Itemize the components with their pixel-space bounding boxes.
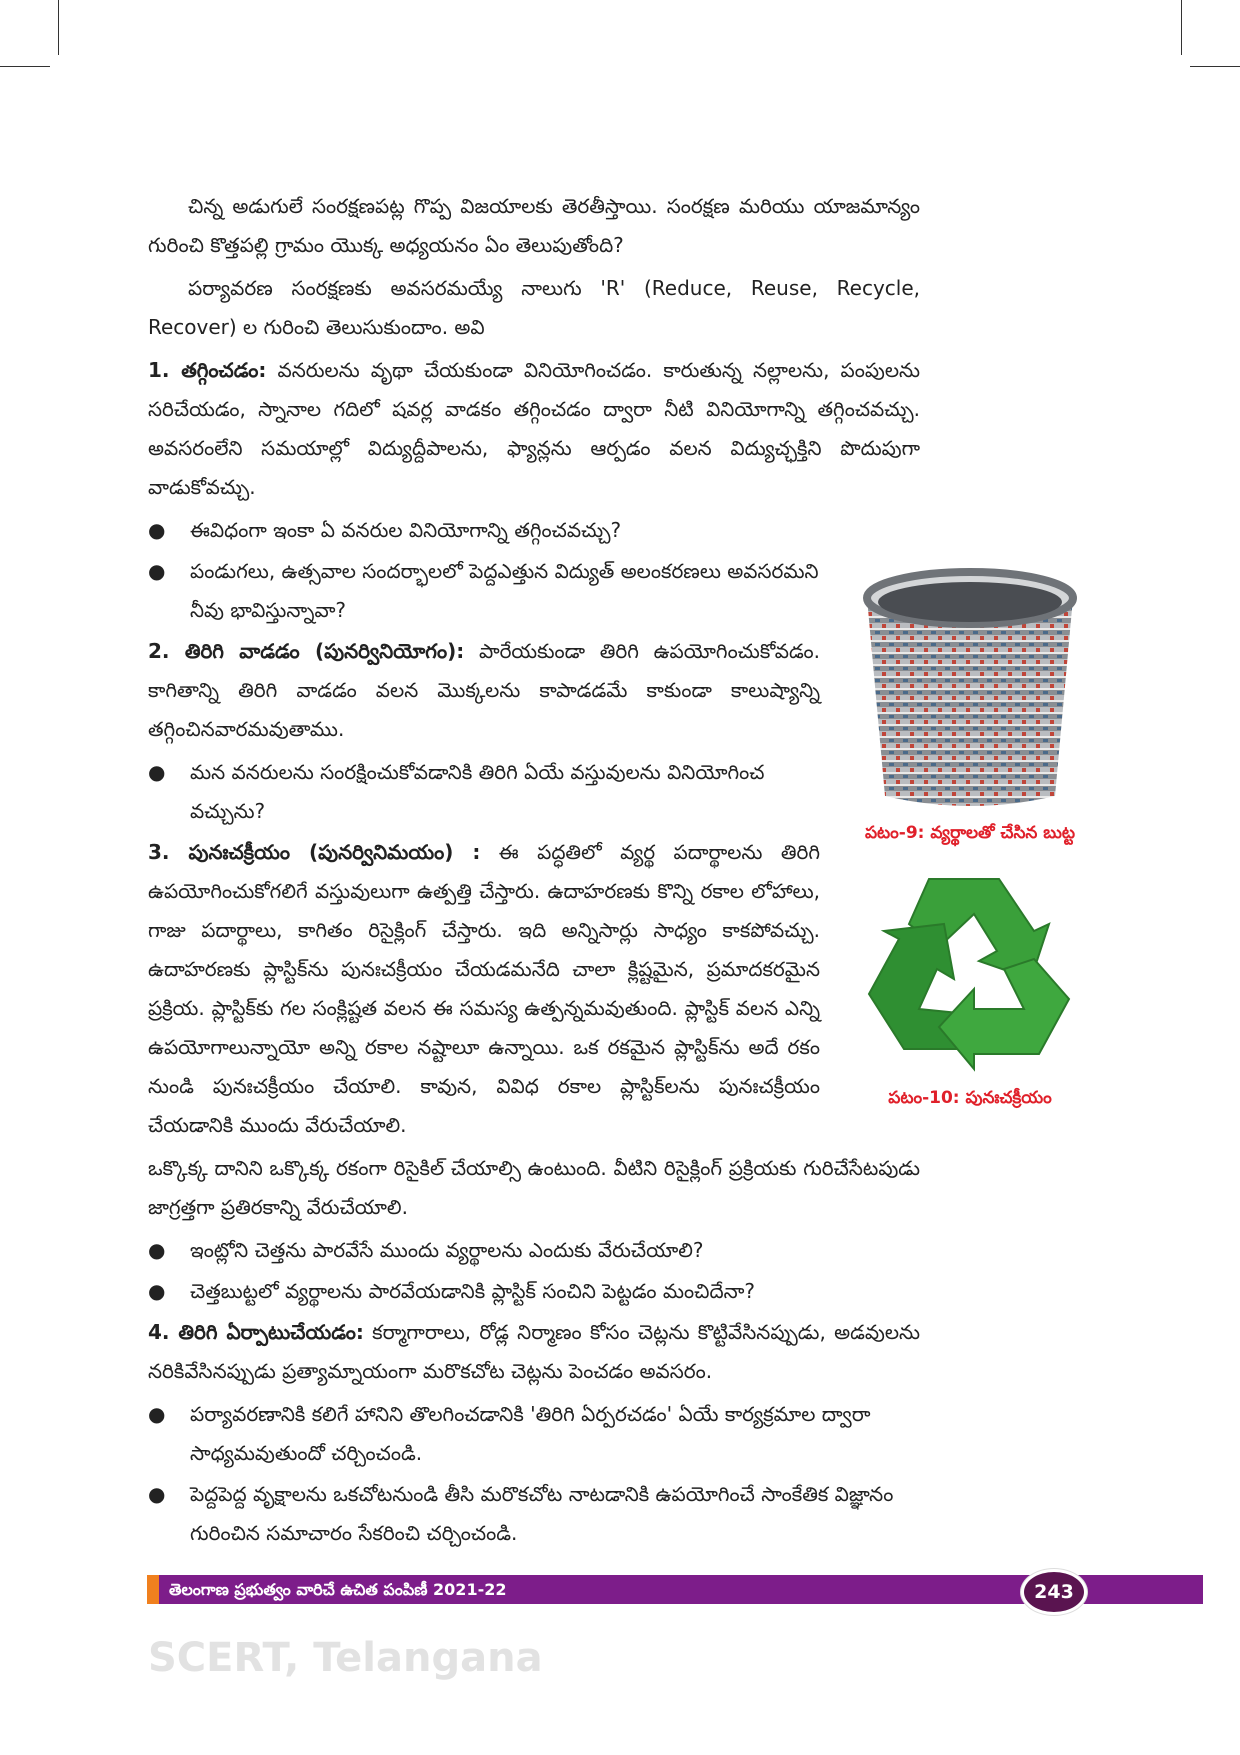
section-recover <box>148 1313 920 1391</box>
crop-mark <box>0 66 50 67</box>
section-recycle-continuation: ఒక్కొక్క దానిని ఒక్కొక్క రకంగా రిసైకిల్ చేయాల్సి ఉంటుంది. వీటిని రిసైక్లింగ్ ప్రక్రియకు గురిచేసేటపుడు జాగ్రత్తగా ప్రతిరకాన్ని వేరుచేయాలి. <box>148 1156 920 1219</box>
bullet-icon: ● <box>148 559 166 583</box>
bullet-icon: ● <box>148 1279 166 1303</box>
list-item: ● మన వనరులను సంరక్షించుకోవడానికి తిరిగి ఏయే వస్తువులను వినియోగించ వచ్చును? <box>148 753 820 831</box>
bullet-icon: ● <box>148 1402 166 1426</box>
intro-paragraph-2: పర్యావరణ సంరక్షణకు అవసరమయ్యే నాలుగు 'R' (Reduce, Reuse, Recycle, Recover) ల గురించి తెలుసుకుందాం. అవి <box>148 276 920 339</box>
section-heading: 4. తిరిగి ఏర్పాటుచేయడం: <box>148 1320 364 1344</box>
bullet-icon: ● <box>148 760 166 784</box>
bullet-icon: ● <box>148 1482 166 1506</box>
crop-mark <box>58 0 59 55</box>
bullet-icon: ● <box>148 1238 166 1262</box>
list-item: ● చెత్తబుట్టలో వ్యర్థాలను పారవేయడానికి ప్లాస్టిక్ సంచిని పెట్టడం మంచిదేనా? <box>148 1272 920 1311</box>
crop-mark <box>1181 0 1182 55</box>
section-heading: 2. తిరిగి వాడడం (పునర్వినియోగం): <box>148 639 465 663</box>
list-item: ● ఈవిధంగా ఇంకా ఏ వనరుల వినియోగాన్ని తగ్గించవచ్చు? <box>148 511 920 550</box>
recycle-icon <box>859 869 1081 1076</box>
watermark-text: SCERT, Telangana <box>148 1635 543 1681</box>
page-number: 243 <box>1021 1569 1087 1615</box>
section-reduce <box>148 351 920 507</box>
figures-column <box>850 558 1090 1134</box>
page-content <box>148 0 1090 1553</box>
section-body: ఈ పద్ధతిలో వ్యర్థ పదార్థాలను తిరిగి ఉపయోగించుకోగలిగే వస్తువులుగా ఉత్పత్తి చేస్తారు. ఉదాహరణకు కొన్ని రకాల లోహాలు, గాజు పదార్థాలు, కాగితం రిసైక్లింగ్ చేస్తారు. ఇది అన్నిసార్లు సాధ్యం కాకపోవచ్చు. ఉదాహరణకు ప్లాస్టిక్‌ను పునఃచక్రీయం చేయడమనేది చాలా క్లిష్టమైన, ప్రమాదకరమైన ప్రక్రియ. ప్లాస్టిక్‌కు గల సంక్లిష్టత వలన ఈ సమస్య ఉత్పన్నమవుతుంది. ప్లాస్టిక్ వలన ఎన్ని ఉపయోగాలున్నాయో అన్ని రకాల నష్టాలూ ఉన్నాయి. ఒక రకమైన ప్లాస్టిక్‌ను అదే రకం నుండి పునఃచక్రీయం చేయాలి. కావున, వివిధ రకాల ప్లాస్టిక్‌లను పునఃచక్రీయం చేయడానికి ముందు వేరుచేయాలి. <box>148 840 820 1137</box>
footer-text: తెలంగాణ ప్రభుత్వం వారిచే ఉచిత పంపిణీ 2021-22 <box>169 1580 507 1599</box>
section-heading: 1. తగ్గించడం: <box>148 358 267 382</box>
crop-mark <box>1190 66 1240 67</box>
bullet-icon: ● <box>148 518 166 542</box>
section-heading: 3. పునఃచక్రీయం (పునర్వినిమయం) : <box>148 840 481 864</box>
list-item: ● పండుగలు, ఉత్సవాల సందర్భాలలో పెద్దఎత్తున విద్యుత్ అలంకరణలు అవసరమని నీవు భావిస్తున్నావా? <box>148 552 820 630</box>
section-body: వనరులను వృథా చేయకుండా వినియోగించడం. కారుతున్న నల్లాలను, పంపులను సరిచేయడం, స్నానాల గదిలో షవర్ల వాడకం తగ్గించడం ద్వారా నీటి వినియోగాన్ని తగ్గించవచ్చు. అవసరంలేని సమయాల్లో విద్యుద్దీపాలను, ఫ్యాన్లను ఆర్పడం వలన విద్యుచ్ఛక్తిని పొదుపుగా వాడుకోవచ్చు. <box>148 358 920 499</box>
intro-paragraph-1: చిన్న అడుగులే సంరక్షణపట్ల గొప్ప విజయాలకు తెరతీస్తాయి. సంరక్షణ మరియు యాజమాన్యం గురించి కొత్తపల్లి గ్రామం యొక్క అధ్యయనం ఏం తెలుపుతోంది? <box>148 194 920 257</box>
list-item: ● పెద్దపెద్ద వృక్షాలను ఒకచోటనుండి తీసి మరొకచోట నాటడానికి ఉపయోగించే సాంకేతిక విజ్ఞానం గురించిన సమాచారం సేకరించి చర్చించండి. <box>148 1475 920 1553</box>
list-item: ● ఇంట్లోని చెత్తను పారవేసే ముందు వ్యర్థాలను ఎందుకు వేరుచేయాలి? <box>148 1231 920 1270</box>
list-item: ● పర్యావరణానికి కలిగే హానిని తొలగించడానికి 'తిరిగి ఏర్పరచడం' ఏయే కార్యక్రమాల ద్వారా సాధ్యమవుతుందో చర్చించండి. <box>148 1395 920 1473</box>
footer-accent-stripe <box>147 1575 159 1604</box>
figure-10-caption: పటం-10: పునఃచక్రీయం <box>888 1088 1052 1108</box>
footer-bar <box>147 1575 1203 1604</box>
figure-9-caption: పటం-9: వ్యర్థాలతో చేసిన బుట్ట <box>864 823 1076 843</box>
section-body: పారేయకుండా తిరిగి ఉపయోగించుకోవడం. కాగితాన్ని తిరిగి వాడడం వలన మొక్కలను కాపాడడమే కాకుండా కాలుష్యాన్ని తగ్గించినవారమవుతాము. <box>148 639 820 741</box>
waste-basket-image <box>859 558 1081 811</box>
section-body: కర్మాగారాలు, రోడ్ల నిర్మాణం కోసం చెట్లను కొట్టివేసినప్పుడు, అడవులను నరికివేసినప్పుడు ప్రత్యామ్నాయంగా మరొకచోట చెట్లను పెంచడం అవసరం. <box>148 1320 920 1383</box>
